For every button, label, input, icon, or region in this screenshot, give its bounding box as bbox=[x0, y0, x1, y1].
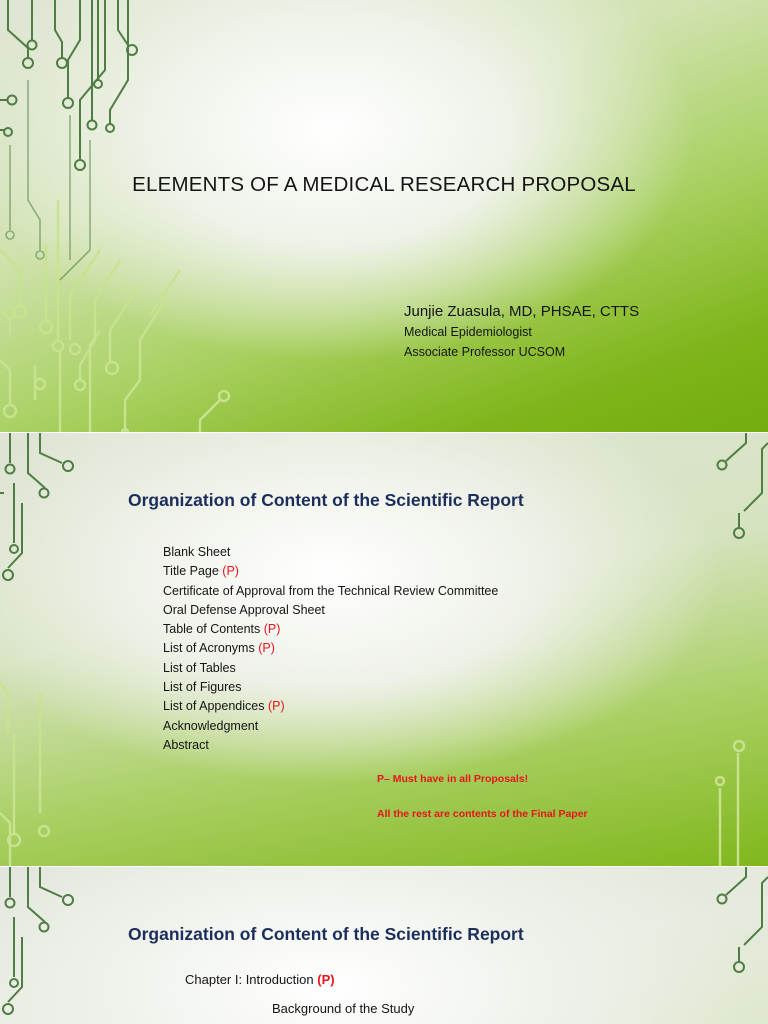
list-item: List of Appendices (P) bbox=[163, 699, 285, 714]
chapter-subitem: Background of the Study bbox=[272, 1001, 415, 1016]
slide-title bbox=[0, 0, 768, 432]
final-paper-note: All the rest are contents of the Final Paper bbox=[377, 808, 588, 820]
circuit-decoration-icon bbox=[0, 0, 240, 432]
circuit-decoration-icon bbox=[678, 433, 768, 866]
circuit-decoration-icon bbox=[678, 867, 768, 1024]
slide-title-text: ELEMENTS OF A MEDICAL RESEARCH PROPOSAL bbox=[132, 173, 636, 196]
list-item: Blank Sheet bbox=[163, 545, 231, 559]
author-affiliation: Medical Epidemiologist bbox=[404, 325, 532, 339]
circuit-decoration-icon bbox=[0, 433, 90, 866]
author-affiliation: Associate Professor UCSOM bbox=[404, 345, 566, 359]
list-item: Table of Contents (P) bbox=[163, 622, 281, 637]
slide-chapter-outline bbox=[0, 867, 768, 1024]
list-item: List of Tables bbox=[163, 660, 236, 675]
chapter-item: Chapter I: Introduction (P) bbox=[185, 972, 335, 987]
list-item: Oral Defense Approval Sheet bbox=[163, 602, 325, 617]
list-item: List of Figures bbox=[163, 680, 242, 695]
slide-heading: Organization of Content of the Scientific Report bbox=[128, 490, 524, 510]
list-item: Acknowledgment bbox=[163, 718, 259, 733]
list-item: List of Acronyms (P) bbox=[163, 641, 275, 656]
proposal-note: P– Must have in all Proposals! bbox=[377, 773, 529, 785]
slide-contents-list bbox=[0, 433, 768, 866]
list-item: Abstract bbox=[163, 737, 209, 752]
list-item: Title Page (P) bbox=[163, 564, 239, 579]
slide-heading: Organization of Content of the Scientific Report bbox=[128, 924, 524, 944]
author-name: Junjie Zuasula, MD, PHSAE, CTTS bbox=[404, 303, 640, 320]
contents-list bbox=[163, 543, 498, 755]
circuit-decoration-icon bbox=[0, 867, 90, 1024]
list-item: Certificate of Approval from the Technical Review Committee bbox=[163, 583, 499, 598]
